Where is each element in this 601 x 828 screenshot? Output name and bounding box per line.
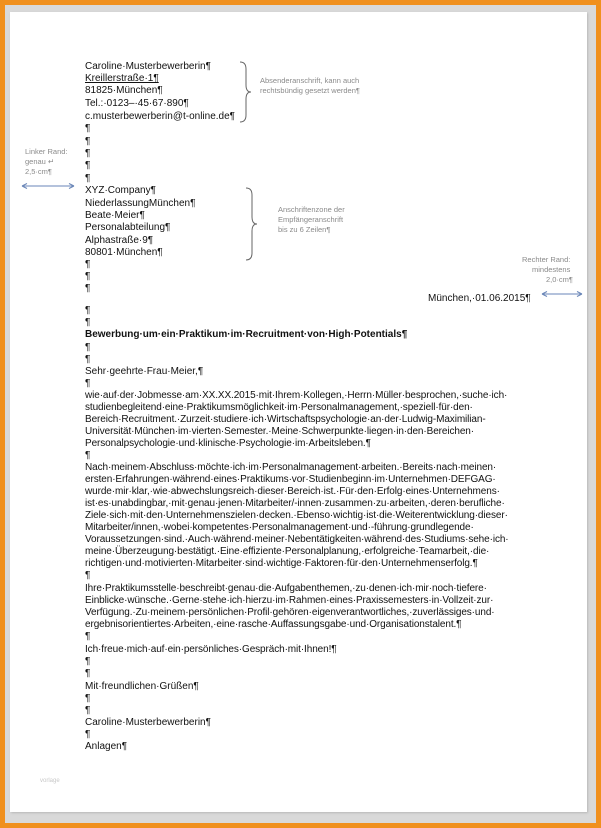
- recipient-branch: NiederlassungMünchen¶: [85, 198, 196, 209]
- paragraph-line: Voraussetzungen·sind.·Auch·während·meiner·Nebentätigkeiten·während·des·Studiums·sehe·ich·: [85, 534, 509, 545]
- paragraph-line: Universität·München·im·vierten·Semester.·Meine·Schwerpunkte·liegen·in·den·Bereichen·: [85, 426, 474, 437]
- empty-paragraph: ¶: [85, 354, 91, 365]
- empty-paragraph: ¶: [85, 656, 91, 667]
- paragraph-line: wie·auf·der·Jobmesse·am·XX.XX.2015·mit·Ihrem·Kollegen,·Herrn·Müller·besprochen,·suche·ich·: [85, 390, 508, 401]
- empty-paragraph: ¶: [85, 631, 91, 642]
- attachments-label: Anlagen¶: [85, 741, 128, 752]
- empty-paragraph: ¶: [85, 259, 91, 270]
- sender-street: Kreillerstraße·1¶: [85, 73, 159, 84]
- paragraph-line: richtigen·und·motivierten·Mitarbeiter·sind·wichtige·Faktoren·für·den·Unternehmenserfolg.¶: [85, 558, 478, 569]
- empty-paragraph: ¶: [85, 693, 91, 704]
- recipient-note-line2: Empfängeranschrift: [278, 215, 344, 224]
- left-margin-arrow: [20, 182, 76, 190]
- document-page: [10, 12, 587, 812]
- empty-paragraph: ¶: [85, 148, 91, 159]
- empty-paragraph: ¶: [85, 378, 91, 389]
- body-paragraph-4: Ich·freue·mich·auf·ein·persönliches·Gespräch·mit·Ihnen!¶: [85, 644, 337, 655]
- empty-paragraph: ¶: [85, 136, 91, 147]
- left-margin-note-line2: genau ↵: [25, 157, 55, 166]
- paragraph-line: Bereich·Recruitment.·Zurzeit·studiere·ich·Wirtschaftspsychologie·an·der·Ludwig-Maximilian-: [85, 414, 486, 425]
- paragraph-line: studienbegleitend·eine·Praktikumsmöglichkeit·im·Personalmanagement,·speziell·für·den·: [85, 402, 473, 413]
- paragraph-line: Personalpsychologie·und·klinische·Psychologie·im·Arbeitsleben.¶: [85, 438, 371, 449]
- empty-paragraph: ¶: [85, 729, 91, 740]
- paragraph-line: Ihre·Praktikumsstelle·beschreibt·genau·die·Aufgabenthemen,·zu·denen·ich·mir·noch·tiefere·: [85, 583, 487, 594]
- paragraph-line: Verfügung.·Zu·meinem·persönlichen·Profil·gehören·eigenverantwortliches,·zuverlässiges·und·: [85, 607, 495, 618]
- right-margin-note-line1: Rechter Rand:: [522, 255, 571, 264]
- letter-subject: Bewerbung·um·ein·Praktikum·im·Recruitment·von·High·Potentials¶: [85, 329, 408, 340]
- recipient-company: XYZ·Company¶: [85, 185, 156, 196]
- letter-date: München,·01.06.2015¶: [428, 293, 531, 304]
- empty-paragraph: ¶: [85, 305, 91, 316]
- paragraph-line: ist·es·unabdingbar,·mit·genau·jenen·Mitarbeiter/-innen·zusammen·zu·arbeiten,·deren·berufliche·: [85, 498, 505, 509]
- paragraph-line: Nach·meinem·Abschluss·möchte·ich·im·Personalmanagement·arbeiten.·Bereits·nach·meinen·: [85, 462, 497, 473]
- empty-paragraph: ¶: [85, 342, 91, 353]
- empty-paragraph: ¶: [85, 668, 91, 679]
- empty-paragraph: ¶: [85, 450, 91, 461]
- sender-email: c.musterbewerberin@t-online.de¶: [85, 111, 236, 122]
- signature-name: Caroline·Musterbewerberin¶: [85, 717, 211, 728]
- recipient-note-line1: Anschriftenzone der: [278, 205, 345, 214]
- sender-note-line1: Absenderanschrift, kann auch: [260, 76, 360, 85]
- salutation: Sehr·geehrte·Frau·Meier,¶: [85, 366, 204, 377]
- recipient-department: Personalabteilung¶: [85, 222, 171, 233]
- left-margin-note-line1: Linker Rand:: [25, 147, 68, 156]
- closing-phrase: Mit·freundlichen·Grüßen¶: [85, 681, 199, 692]
- empty-paragraph: ¶: [85, 173, 91, 184]
- empty-paragraph: ¶: [85, 317, 91, 328]
- recipient-street: Alphastraße·9¶: [85, 235, 154, 246]
- empty-paragraph: ¶: [85, 283, 91, 294]
- paragraph-line: wurde·mir·klar,·wie·abwechslungsreich·dieser·Bereich·ist.·Für·den·Erfolg·eines·Unternehmens·: [85, 486, 500, 497]
- recipient-person: Beate·Meier¶: [85, 210, 145, 221]
- empty-paragraph: ¶: [85, 160, 91, 171]
- paragraph-line: Mitarbeiter/innen,·wobei·kompetentes·Personalmanagement·und·-führung·grundlegende·: [85, 522, 474, 533]
- recipient-brace: [244, 187, 258, 261]
- empty-paragraph: ¶: [85, 570, 91, 581]
- footer-watermark: vorlage: [40, 778, 60, 784]
- paragraph-line: meine·Überzeugung·bestätigt.·Eine·effiziente·Personalplanung,·erfolgreiche·Teamarbeit,·die·: [85, 546, 490, 557]
- left-margin-note-line3: 2,5·cm¶: [25, 167, 52, 176]
- empty-paragraph: ¶: [85, 123, 91, 134]
- sender-phone: Tel.:·0123–·45·67·890¶: [85, 98, 189, 109]
- paragraph-line: Einblicke·wünsche.·Gerne·stehe·ich·hierzu·im·Rahmen·eines·Praxissemesters·in·Vollzeit·zur·: [85, 595, 494, 606]
- paragraph-line: ergebnisorientiertes·Arbeiten,·eine·rasche·Auffassungsgabe·und·Organisationstalent.¶: [85, 619, 462, 630]
- sender-note-line2: rechtsbündig gesetzt werden¶: [260, 86, 360, 95]
- recipient-note-line3: bis zu 6 Zeilen¶: [278, 225, 331, 234]
- recipient-city: 80801·München¶: [85, 247, 163, 258]
- right-margin-arrow: [540, 290, 584, 298]
- sender-brace: [238, 61, 252, 123]
- right-margin-note-line2: mindestens: [532, 265, 571, 274]
- paragraph-line: ersten·Erfahrungen·während·eines·Praktikums·vor·Studienbeginn·im·Unternehmen·DEFGAG·: [85, 474, 496, 485]
- paragraph-line: Ziele·sich·mit·den·Unternehmenszielen·decken.·Ebenso·wichtig·ist·die·Weiterentwicklung·dieser·: [85, 510, 508, 521]
- empty-paragraph: ¶: [85, 705, 91, 716]
- sender-city: 81825·München¶: [85, 85, 163, 96]
- sender-name: Caroline·Musterbewerberin¶: [85, 61, 211, 72]
- empty-paragraph: ¶: [85, 271, 91, 282]
- right-margin-note-line3: 2,0·cm¶: [546, 275, 573, 284]
